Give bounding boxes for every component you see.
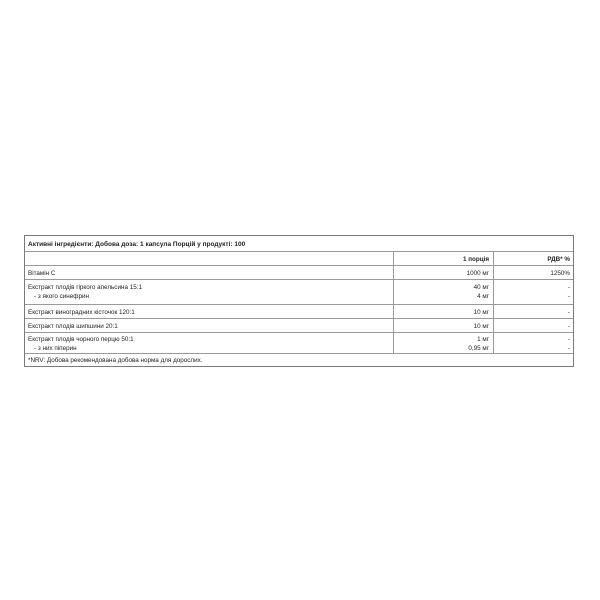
rdv-value: -: [567, 309, 570, 316]
header-rdv: РДВ* %: [547, 256, 570, 263]
portion-value: 1000 мг: [466, 270, 489, 277]
portion-cell: [393, 266, 493, 279]
ingredient-name: Екстракт плодів гіркого апельсина 15:1: [28, 284, 142, 291]
ingredient-name-cell: [25, 266, 393, 279]
portion-value: 10 мг: [473, 323, 489, 330]
ingredient-name-cell: [25, 280, 393, 304]
portion-value: 40 мг: [473, 284, 489, 291]
table-row: [25, 304, 573, 318]
rdv-cell: [493, 319, 573, 332]
table-title-row: [25, 236, 573, 251]
rdv-cell: [493, 333, 573, 353]
ingredient-name-cell: [25, 319, 393, 332]
rdv-value: 1250%: [550, 270, 570, 277]
rdv-cell: [493, 305, 573, 318]
table-row: [25, 279, 573, 304]
portion-cell: [393, 333, 493, 353]
rdv-cell: [493, 266, 573, 279]
header-name-cell: [25, 252, 393, 265]
rdv-subvalue: -: [567, 293, 570, 300]
table-row: [25, 265, 573, 279]
ingredient-name: Вітамін С: [28, 270, 56, 277]
supplement-facts-table: [24, 235, 574, 367]
table-row: [25, 318, 573, 332]
portion-cell: [393, 280, 493, 304]
rdv-value: -: [567, 323, 570, 330]
ingredient-name-cell: [25, 305, 393, 318]
portion-value: 10 мг: [473, 309, 489, 316]
portion-cell: [393, 319, 493, 332]
ingredient-subname: - з якого синефрин: [34, 293, 89, 300]
ingredient-name: Екстракт плодів чорного перцю 50:1: [28, 336, 134, 343]
header-rdv-cell: [493, 252, 573, 265]
portion-subvalue: 0,95 мг: [468, 345, 489, 352]
table-row: [25, 332, 573, 353]
footnote: *NRV: Добова рекомендована добова норма для дорослих.: [28, 357, 203, 364]
ingredient-name: Екстракт виноградних кісточок 120:1: [28, 309, 135, 316]
footnote-row: [25, 353, 573, 367]
header-portion-cell: [393, 252, 493, 265]
rdv-value: -: [567, 336, 570, 343]
portion-cell: [393, 305, 493, 318]
table-title: Активні інгредієнти: Добова доза: 1 капсула Порцій у продукті: 100: [28, 241, 246, 248]
rdv-subvalue: -: [567, 345, 570, 352]
portion-value: 1 мг: [477, 336, 489, 343]
table-header-row: [25, 251, 573, 265]
rdv-cell: [493, 280, 573, 304]
ingredient-name-cell: [25, 333, 393, 353]
ingredient-name: Екстракт плодів шипшини 20:1: [28, 323, 118, 330]
portion-subvalue: 4 мг: [477, 293, 489, 300]
rdv-value: -: [567, 284, 570, 291]
ingredient-subname: - з них піперин: [34, 345, 77, 352]
header-portion: 1 порція: [462, 256, 489, 263]
